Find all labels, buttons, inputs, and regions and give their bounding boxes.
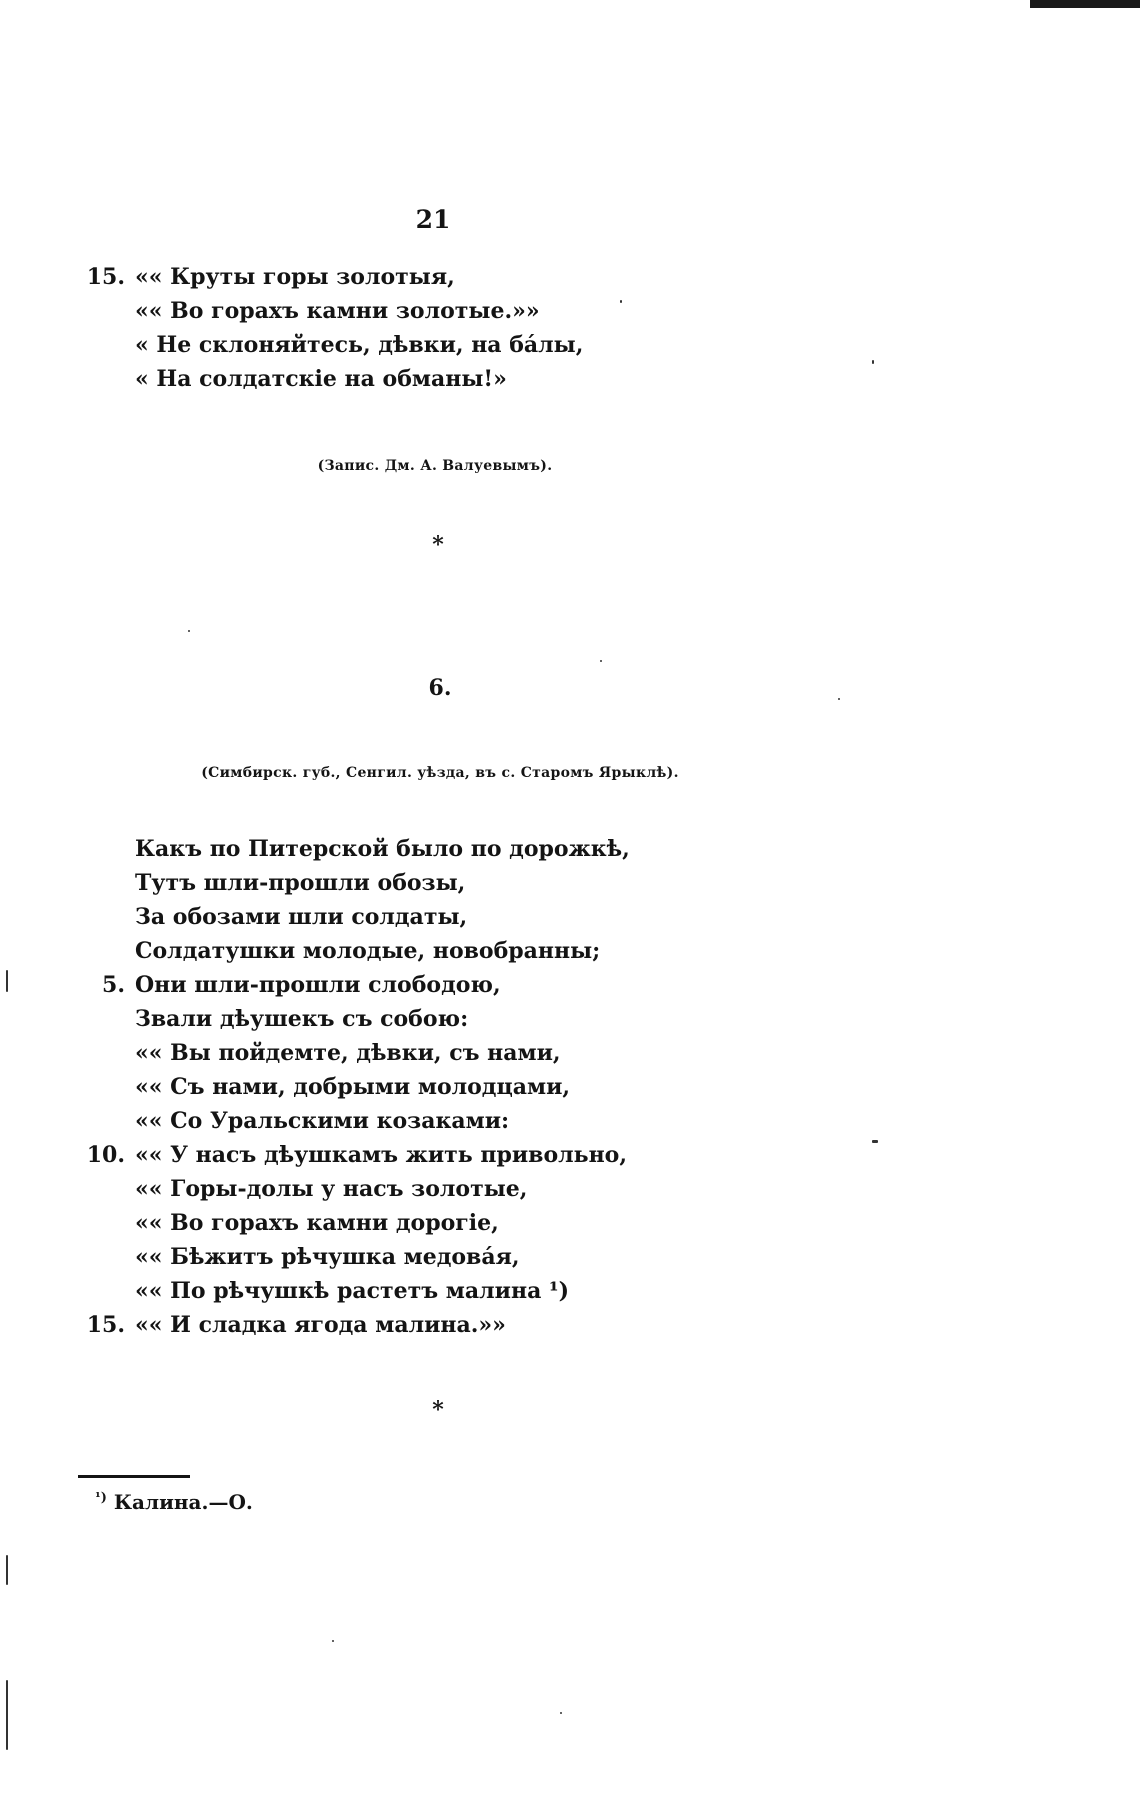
verse-line: [85, 968, 845, 1002]
verse-text: Они шли-прошли слободою,: [135, 972, 501, 998]
verse-number: 10.: [86, 1142, 125, 1168]
verse-line: [85, 1172, 845, 1206]
scan-speck: [6, 1680, 8, 1750]
scan-speck: [6, 970, 8, 992]
verse-number: 15.: [86, 264, 125, 290]
verse-line: [85, 934, 845, 968]
scan-speck: [872, 360, 874, 364]
footnote-mark: ¹): [95, 1490, 107, 1506]
verse-text: « На солдатскіе на обманы!»: [135, 366, 507, 392]
verse-line: [85, 1104, 845, 1138]
verse-text: «« Круты горы золотыя,: [135, 264, 455, 290]
footnote: [95, 1490, 253, 1514]
verse-line: [85, 1240, 845, 1274]
verse-text: Какъ по Питерской было по дорожкѣ,: [135, 836, 630, 862]
verse-line: [85, 260, 845, 294]
verse-line: [85, 866, 845, 900]
verse-text: Звали дѣушекъ съ собою:: [135, 1006, 469, 1032]
source-note-recorder: (Запис. Дм. А. Валуевымъ).: [317, 458, 553, 474]
verse-line: [85, 1138, 845, 1172]
scan-speck: [600, 660, 602, 662]
verse-text: «« У насъ дѣушкамъ жить привольно,: [135, 1142, 628, 1168]
scan-speck: [6, 1555, 8, 1585]
verse-number: 5.: [102, 972, 125, 998]
verse-text: «« Бѣжитъ рѣчушка медовáя,: [135, 1244, 520, 1270]
verse-line: [85, 328, 845, 362]
verse-line: [85, 1308, 845, 1342]
verse-line: [85, 1036, 845, 1070]
footnote-text: Калина.—О.: [113, 1490, 253, 1514]
separator-star-bottom: *: [432, 1397, 444, 1423]
verse-text: «« Во горахъ камни золотые.»»: [135, 298, 540, 324]
verse-text: Солдатушки молодые, новобранны;: [135, 938, 601, 964]
scan-speck: [560, 1712, 562, 1714]
verse-text: «« Во горахъ камни дорогіе,: [135, 1210, 499, 1236]
verse-text: «« По рѣчушкѣ растетъ малина ¹): [135, 1278, 570, 1304]
verse-line: [85, 832, 845, 866]
verse-text: «« Горы-долы у насъ золотые,: [135, 1176, 528, 1202]
scan-speck: [188, 630, 190, 632]
scan-speck: [332, 1640, 334, 1642]
top-stanza: [85, 260, 845, 396]
footnote-rule: [78, 1475, 190, 1478]
verse-line: [85, 1274, 845, 1308]
verse-text: «« Со Уральскими козаками:: [135, 1108, 510, 1134]
verse-line: [85, 294, 845, 328]
verse-text: «« Съ нами, добрыми молодцами,: [135, 1074, 571, 1100]
verse-text: « Не склоняйтесь, дѣвки, на бáлы,: [135, 332, 584, 358]
scan-speck: [872, 1140, 878, 1143]
verse-text: Тутъ шли-прошли обозы,: [135, 870, 466, 896]
scan-edge-mark: [1030, 0, 1140, 8]
page-number: 21: [415, 205, 451, 234]
verse-line: [85, 1070, 845, 1104]
song-text: [85, 832, 845, 1342]
verse-text: «« И сладка ягода малина.»»: [135, 1312, 506, 1338]
verse-line: [85, 362, 845, 396]
verse-text: «« Вы пойдемте, дѣвки, съ нами,: [135, 1040, 561, 1066]
separator-star: *: [432, 532, 444, 558]
verse-line: [85, 900, 845, 934]
scan-speck: [838, 698, 840, 700]
verse-line: [85, 1206, 845, 1240]
verse-number: 15.: [86, 1312, 125, 1338]
verse-text: За обозами шли солдаты,: [135, 904, 468, 930]
source-note-location: (Симбирск. губ., Сенгил. уѣзда, въ с. Старомъ Ярыклѣ).: [201, 765, 679, 781]
scan-speck: [620, 300, 622, 303]
song-number: 6.: [428, 675, 452, 701]
verse-line: [85, 1002, 845, 1036]
